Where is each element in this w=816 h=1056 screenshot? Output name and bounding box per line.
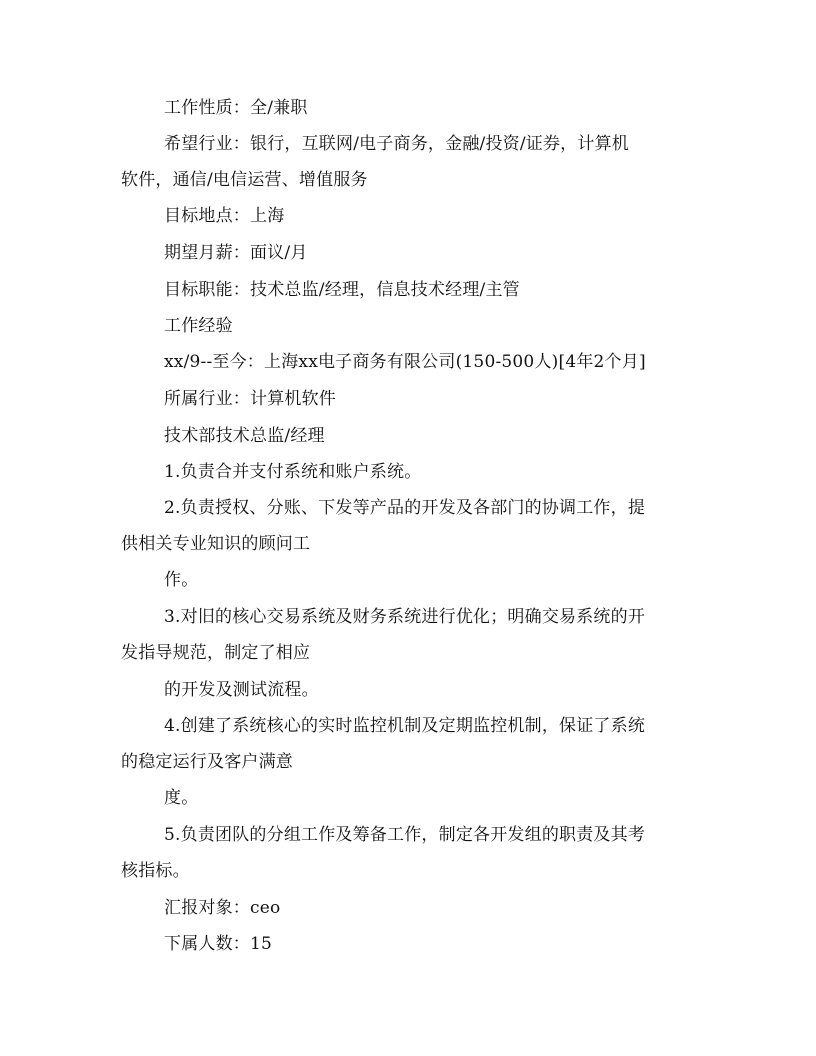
job-nature-line: 工作性质：全/兼职 bbox=[164, 98, 308, 118]
work-experience-heading: 工作经验 bbox=[164, 316, 233, 336]
desired-industry-line-2: 软件，通信/电信运营、增值服务 bbox=[121, 170, 368, 190]
duty-5-line-1: 5.负责团队的分组工作及筹备工作，制定各开发组的职责及其考 bbox=[164, 825, 646, 845]
duty-3-line-1: 3.对旧的核心交易系统及财务系统进行优化；明确交易系统的开 bbox=[164, 607, 646, 627]
duty-2-line-3: 作。 bbox=[164, 570, 199, 590]
target-role-line: 目标职能：技术总监/经理，信息技术经理/主管 bbox=[164, 280, 520, 300]
expected-salary-line: 期望月薪：面议/月 bbox=[164, 243, 308, 263]
duty-1-line: 1.负责合并支付系统和账户系统。 bbox=[164, 462, 422, 482]
target-location-line: 目标地点：上海 bbox=[164, 206, 285, 226]
subordinates-line: 下属人数：15 bbox=[164, 934, 273, 954]
duty-4-line-1: 4.创建了系统核心的实时监控机制及定期监控机制，保证了系统 bbox=[164, 716, 646, 736]
report-to-line: 汇报对象：ceo bbox=[164, 898, 281, 918]
company-industry-line: 所属行业：计算机软件 bbox=[164, 389, 336, 409]
desired-industry-line-1: 希望行业：银行，互联网/电子商务，金融/投资/证券，计算机 bbox=[164, 134, 629, 154]
duty-5-line-2: 核指标。 bbox=[121, 861, 190, 881]
duty-2-line-1: 2.负责授权、分账、下发等产品的开发及各部门的协调工作，提 bbox=[164, 498, 646, 518]
duty-2-line-2: 供相关专业知识的顾问工 bbox=[121, 534, 311, 554]
duty-3-line-2: 发指导规范，制定了相应 bbox=[121, 643, 311, 663]
position-line: 技术部技术总监/经理 bbox=[164, 426, 325, 446]
duty-4-line-2: 的稳定运行及客户满意 bbox=[121, 752, 293, 772]
employment-period-line: xx/9--至今：上海xx电子商务有限公司(150-500人)[4年2个月] bbox=[164, 352, 646, 372]
duty-3-line-3: 的开发及测试流程。 bbox=[164, 680, 319, 700]
duty-4-line-3: 度。 bbox=[164, 788, 199, 808]
